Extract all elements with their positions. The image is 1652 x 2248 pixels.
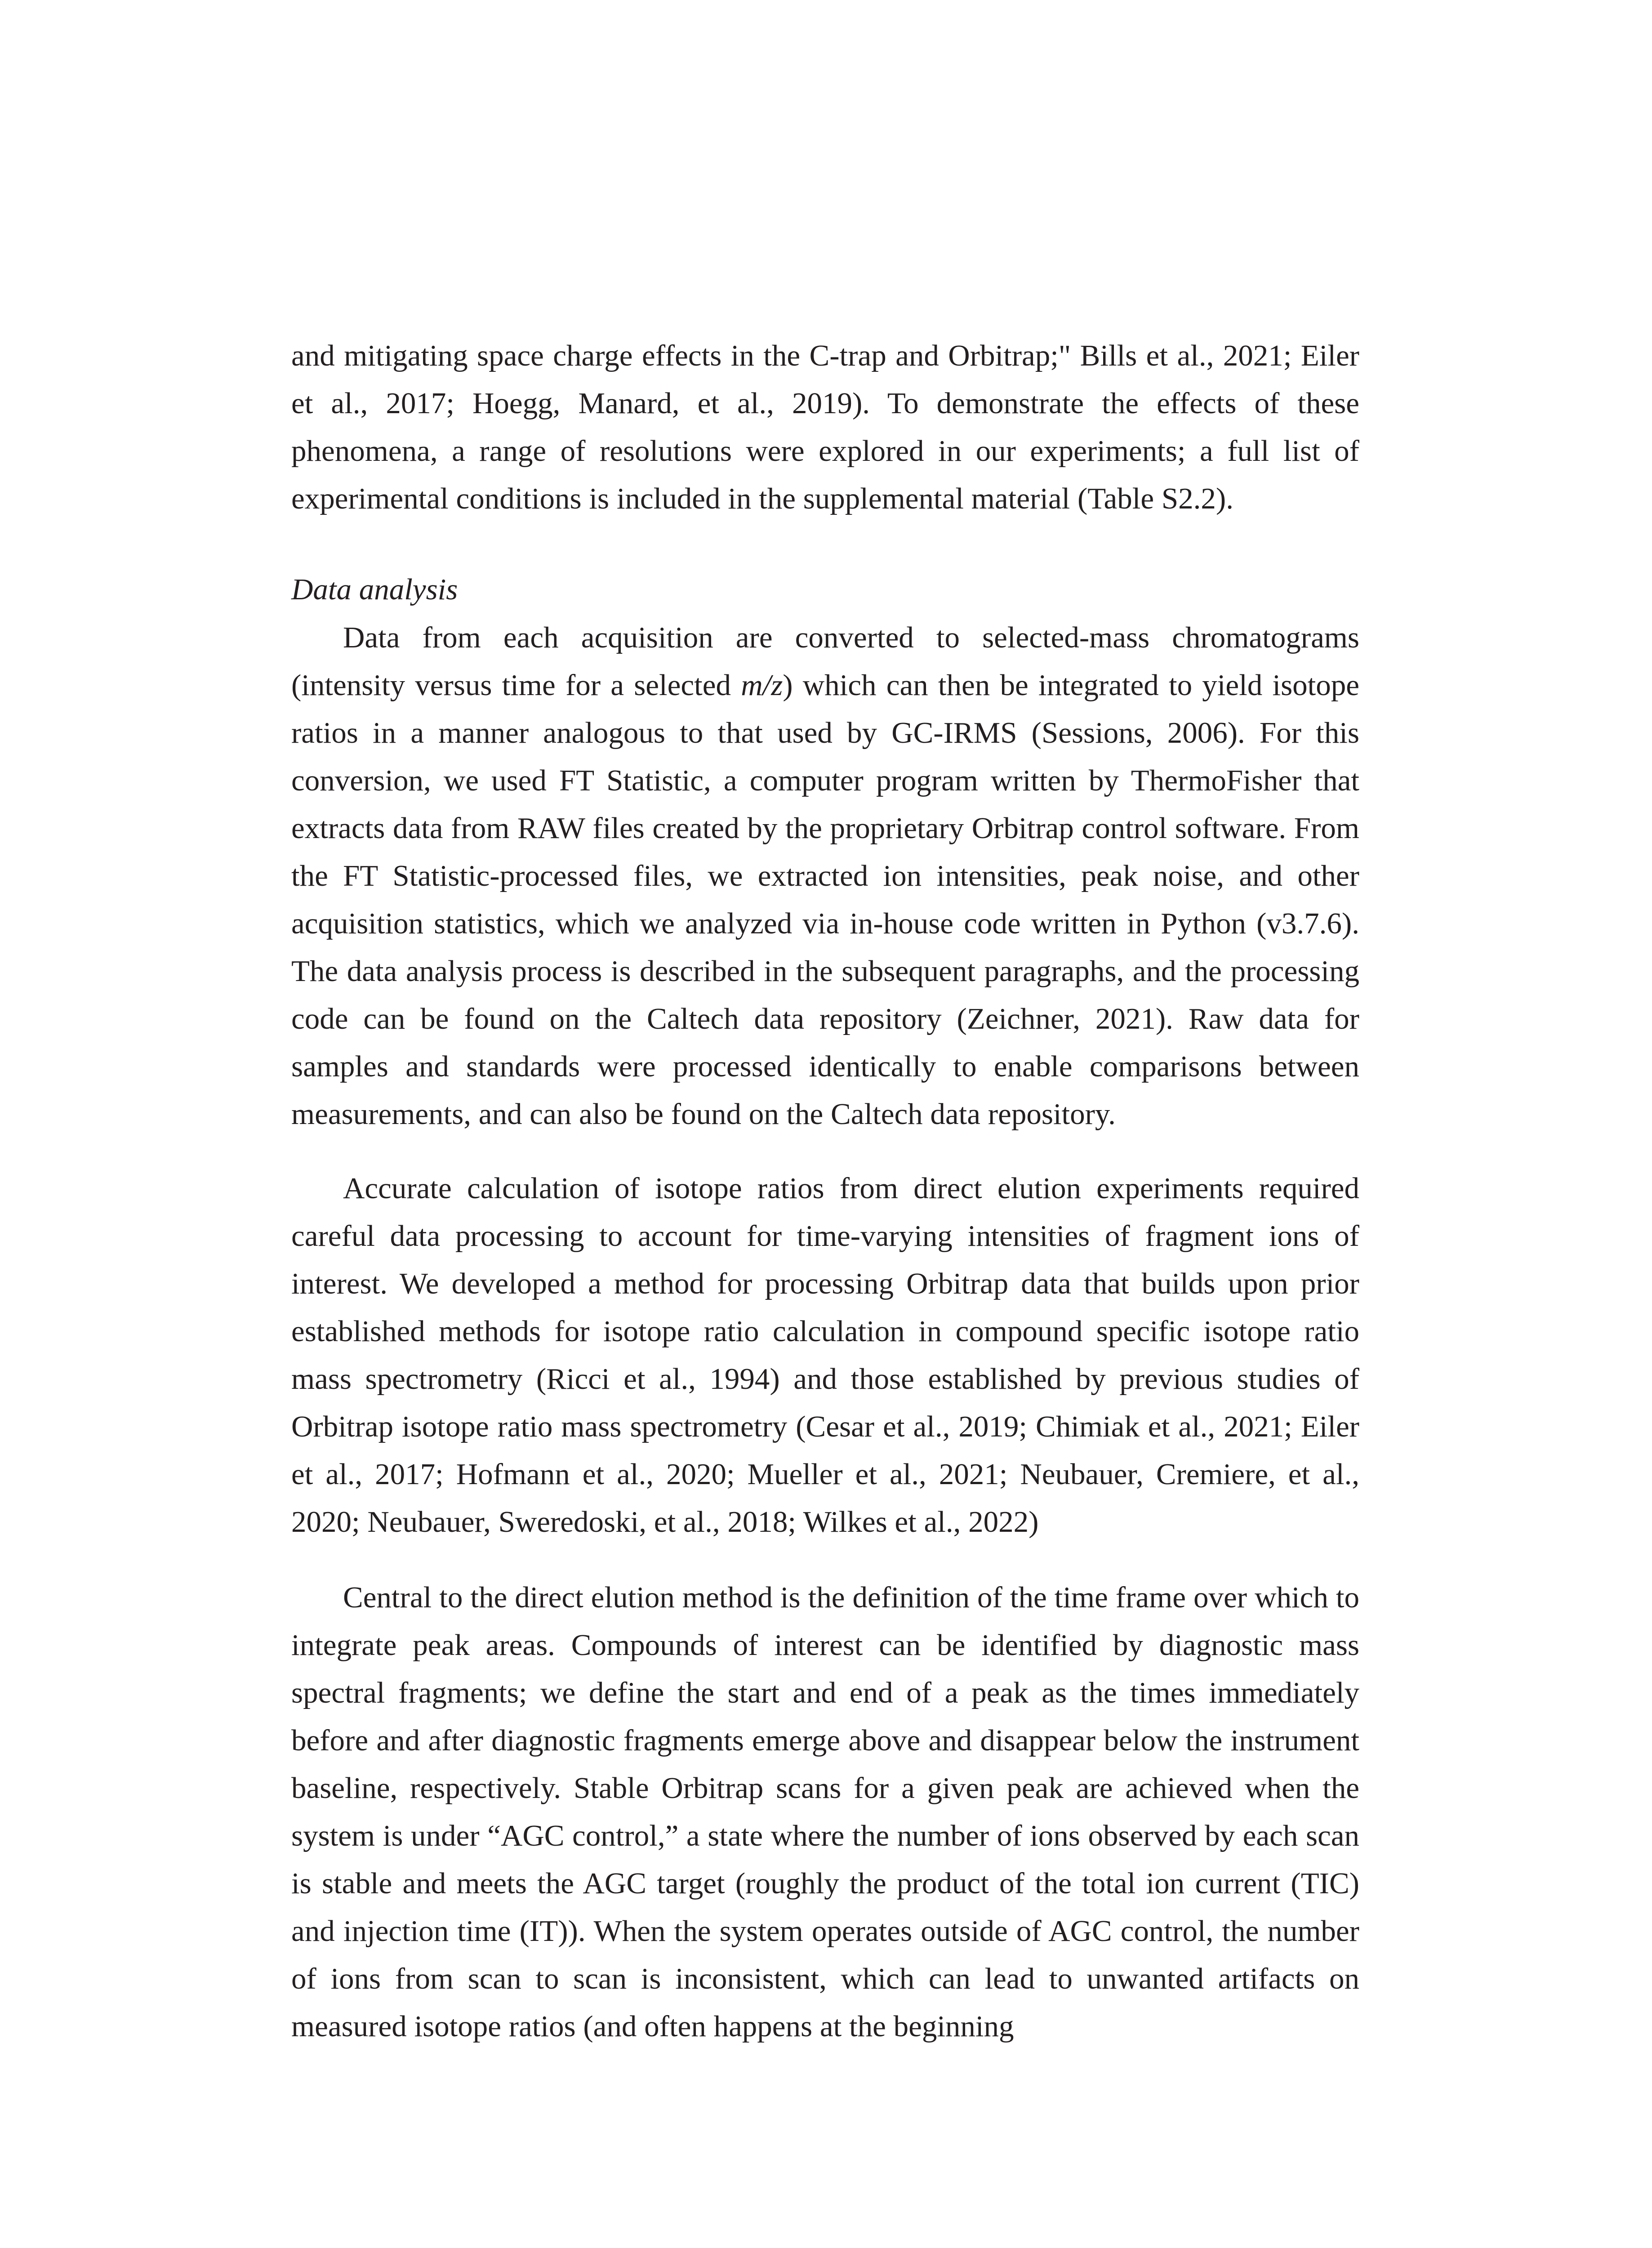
text-run: Data from each acquisition are converted to selected-mass chromatograms (intensity versus time for a selected <box>291 621 1359 702</box>
paragraph-text: and mitigating space charge effects in the C-trap and Orbitrap;" Bills et al., 2021; Eiler et al., 2017; Hoegg, Manard, et al., 2019). To demonstrate the effects of these phenomena, a range of resolutions were explored in our experiments; a full list of experimental conditions is included in the supplemental material (Table S2.2). <box>291 339 1359 515</box>
paragraph-isotope-calculation <box>291 1164 1359 1546</box>
paragraph-direct-elution <box>291 1574 1359 2050</box>
text-run: ) which can then be integrated to yield isotope ratios in a manner analogous to that used by GC-IRMS (Sessions, 2006). For this conversion, we used FT Statistic, a computer program written by ThermoFisher that extracts data from RAW files created by the proprietary Orbitrap control software. From the FT Statistic-processed files, we extracted ion intensities, peak noise, and other acquisition statistics, which we analyzed via in-house code written in Python (v3.7.6). The data analysis process is described in the subsequent paragraphs, and the processing code can be found on the Caltech data repository (Zeichner, 2021). Raw data for samples and standards were processed identically to enable comparisons between measurements, and can also be found on the Caltech data repository. <box>291 669 1360 1131</box>
paragraph-data-conversion <box>291 614 1359 1138</box>
paragraph-text: Central to the direct elution method is the definition of the time frame over which to integrate peak areas. Compounds of interest can be identified by diagnostic mass spectral fragments; we define the start and end of a peak as the times immediately before and after diagnostic fragments emerge above and disappear below the instrument baseline, respectively. Stable Orbitrap scans for a given peak are achieved when the system is under “AGC control,” a state where the number of ions observed by each scan is stable and meets the AGC target (roughly the product of the total ion current (TIC) and injection time (IT)). When the system operates outside of AGC control, the number of ions from scan to scan is inconsistent, which can lead to unwanted artifacts on measured isotope ratios (and often happens at the beginning <box>291 1581 1359 2043</box>
paragraph-resolution-effects <box>291 332 1359 522</box>
paragraph-text <box>291 614 1359 1138</box>
section-heading-data-analysis: Data analysis <box>291 573 458 606</box>
math-mz: m/z <box>741 669 783 702</box>
paragraph-text: Accurate calculation of isotope ratios from direct elution experiments required careful data processing to account for time-varying intensities of fragment ions of interest. We developed a method for processing Orbitrap data that builds upon prior established methods for isotope ratio calculation in compound specific isotope ratio mass spectrometry (Ricci et al., 1994) and those established by previous studies of Orbitrap isotope ratio mass spectrometry (Cesar et al., 2019; Chimiak et al., 2021; Eiler et al., 2017; Hofmann et al., 2020; Mueller et al., 2021; Neubauer, Cremiere, et al., 2020; Neubauer, Sweredoski, et al., 2018; Wilkes et al., 2022) <box>291 1172 1359 1539</box>
